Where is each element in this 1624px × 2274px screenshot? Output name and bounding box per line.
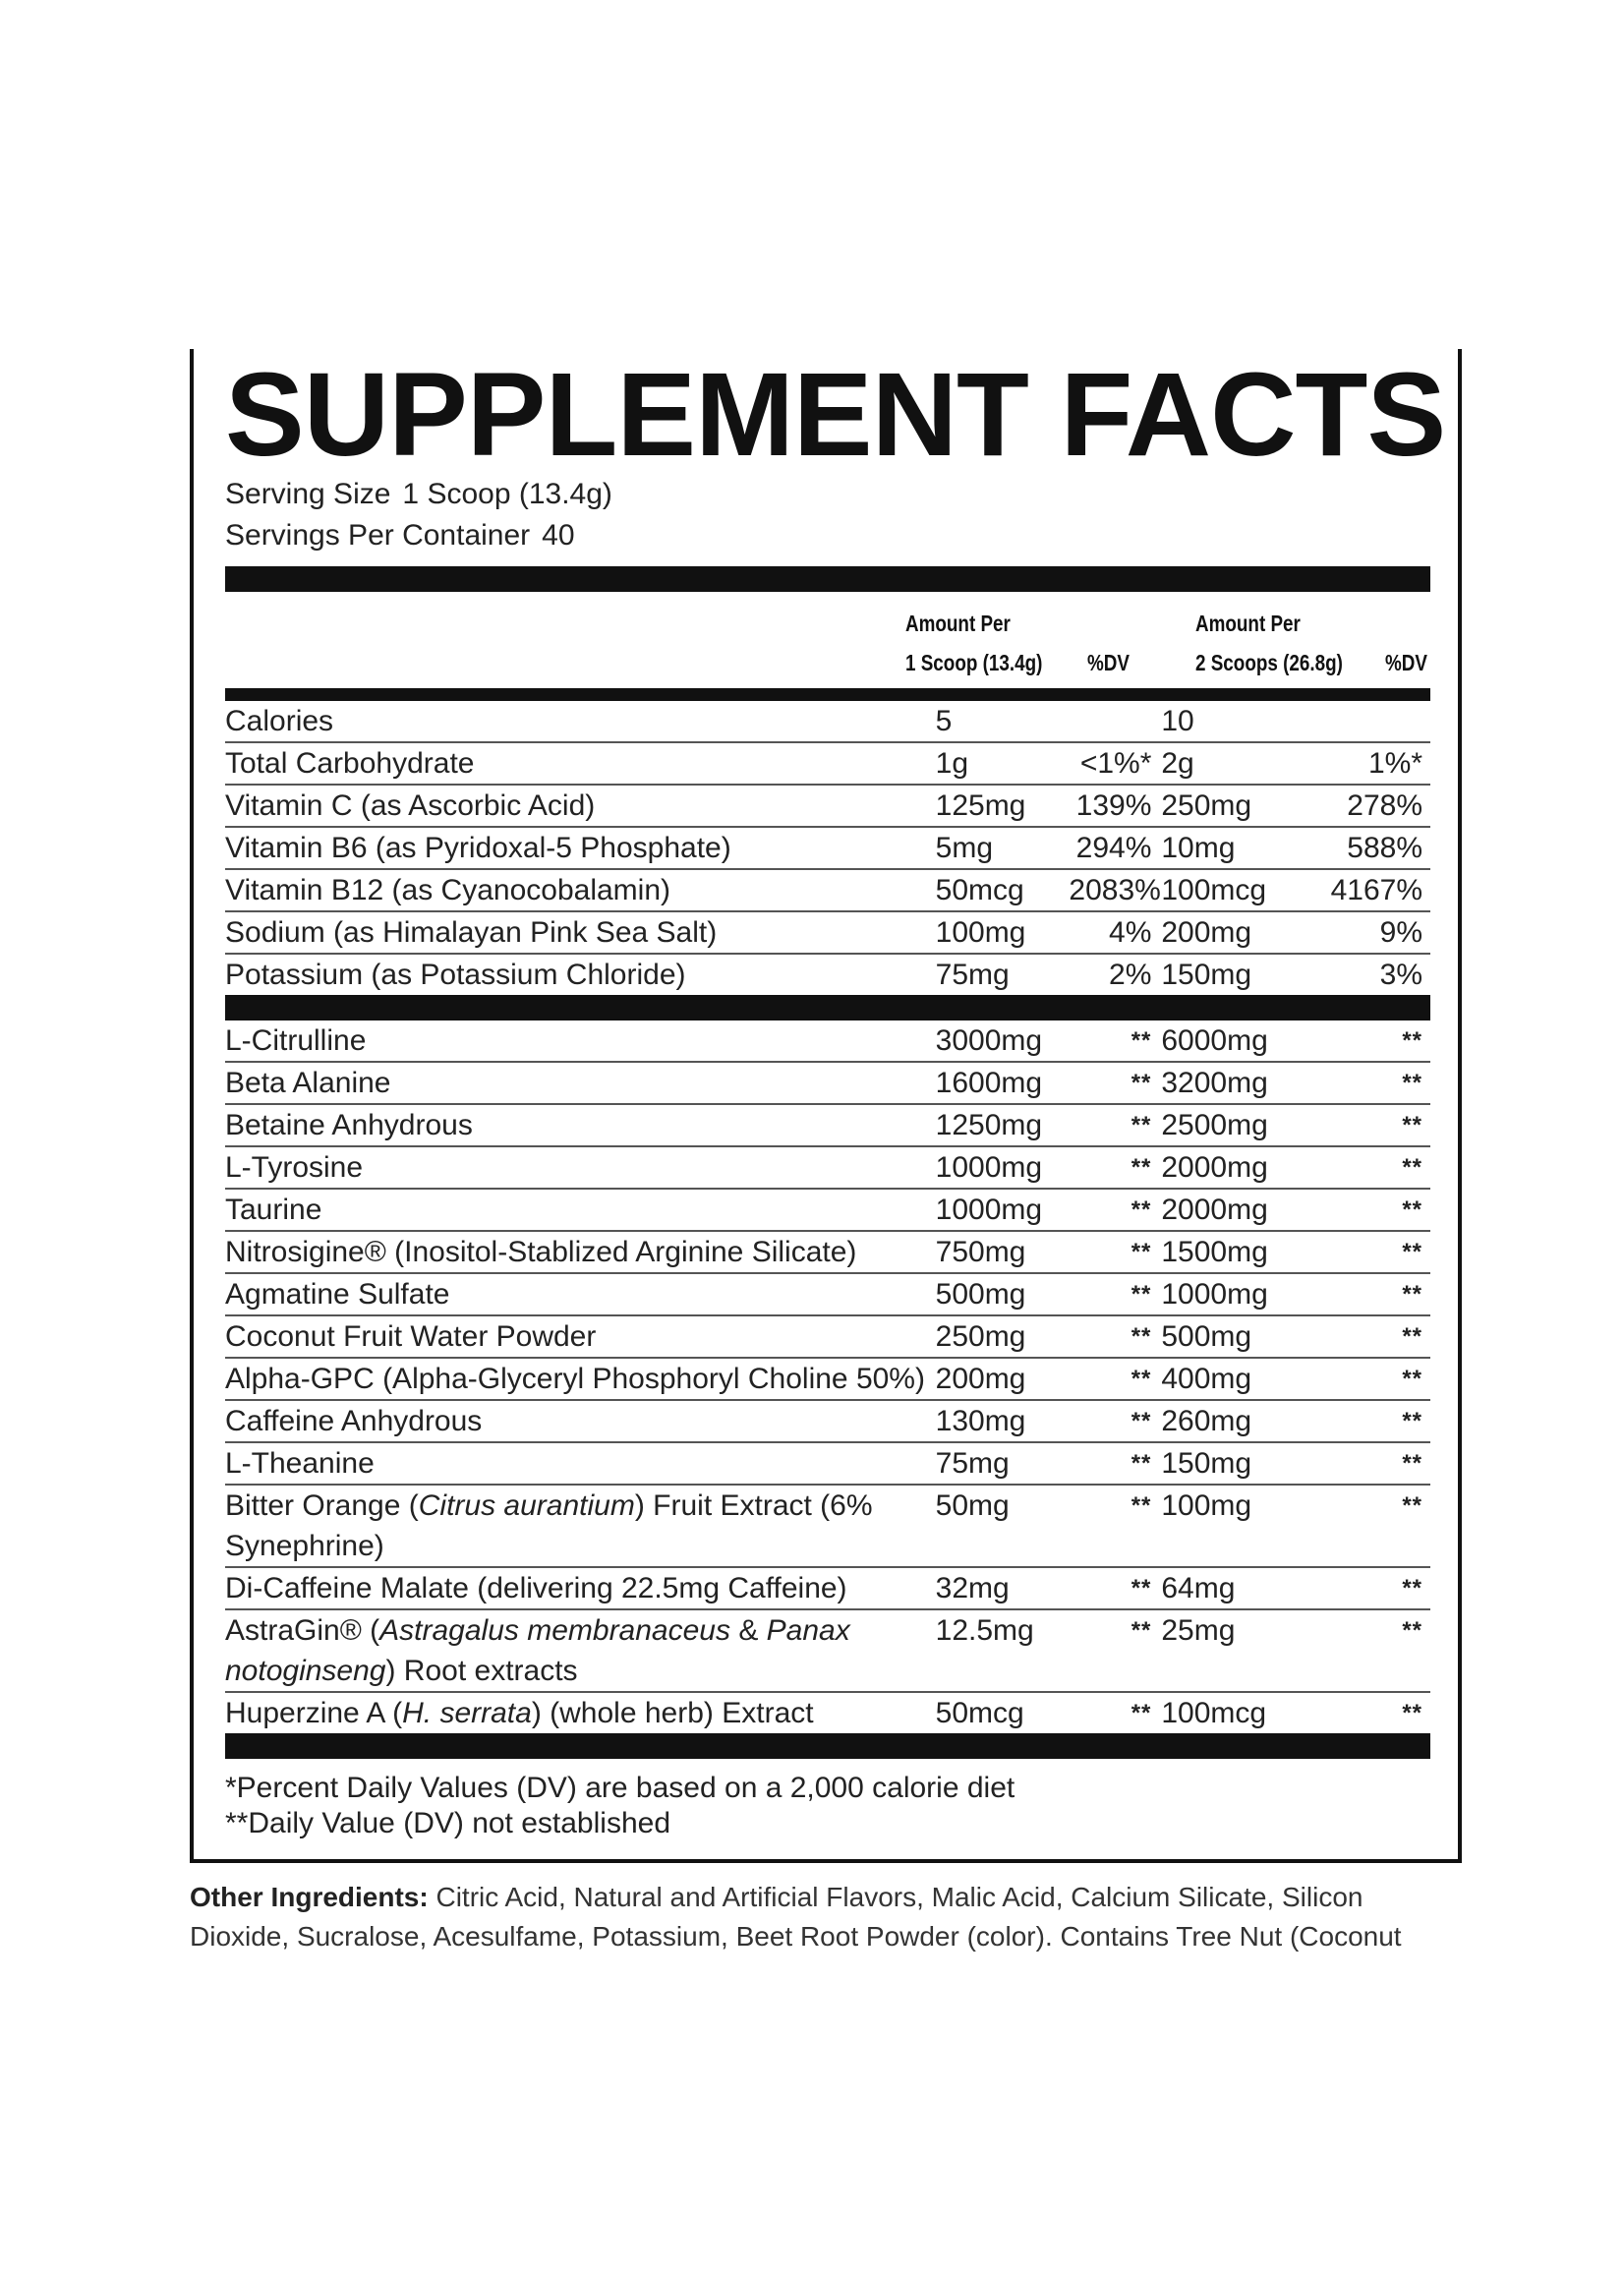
dv-per-2-scoops: ** — [1325, 1485, 1430, 1567]
amount-per-2-scoops: 3200mg — [1161, 1062, 1325, 1104]
dv-per-1-scoop: ** — [1069, 1273, 1161, 1315]
table-row — [225, 827, 1430, 869]
dv-per-2-scoops: ** — [1325, 1062, 1430, 1104]
amount-per-2-scoops: 2000mg — [1161, 1146, 1325, 1189]
dv-per-2-scoops: 9% — [1325, 911, 1430, 954]
dv-per-1-scoop: ** — [1069, 1189, 1161, 1231]
servings-per-container — [225, 515, 1430, 556]
amount-per-2-scoops: 400mg — [1161, 1358, 1325, 1400]
dv-per-2-scoops: 1%* — [1325, 742, 1430, 785]
ingredient-name: L-Tyrosine — [225, 1146, 936, 1189]
dv-per-1-scoop: ** — [1069, 1358, 1161, 1400]
amount-per-1-scoop: 3000mg — [936, 1020, 1070, 1062]
ingredient-name: Caffeine Anhydrous — [225, 1400, 936, 1442]
ingredient-name: Beta Alanine — [225, 1062, 936, 1104]
dv-per-1-scoop: ** — [1069, 1231, 1161, 1273]
amount-per-2-scoops: 100mg — [1161, 1485, 1325, 1567]
table-row — [225, 785, 1430, 827]
amount-per-2-scoops: 1500mg — [1161, 1231, 1325, 1273]
amount-per-1-scoop: 32mg — [936, 1567, 1070, 1609]
table-row — [225, 954, 1430, 995]
amount-per-1-scoop: 1000mg — [936, 1146, 1070, 1189]
divider-thick-middle — [225, 995, 1430, 1020]
amount-per-1-scoop: 125mg — [936, 785, 1070, 827]
amount-per-2-scoops: 25mg — [1161, 1609, 1325, 1692]
col2-header-line1: Amount Per — [1195, 611, 1301, 636]
amount-per-2-scoops: 64mg — [1161, 1567, 1325, 1609]
amount-per-1-scoop: 750mg — [936, 1231, 1070, 1273]
serving-size-label: Serving Size — [225, 478, 391, 510]
column-header — [225, 592, 1430, 688]
amount-per-2-scoops: 6000mg — [1161, 1020, 1325, 1062]
table-row — [225, 1400, 1430, 1442]
dv-per-2-scoops: ** — [1325, 1104, 1430, 1146]
dv-per-1-scoop: ** — [1069, 1315, 1161, 1358]
amount-per-2-scoops: 260mg — [1161, 1400, 1325, 1442]
amount-per-1-scoop: 500mg — [936, 1273, 1070, 1315]
dv-per-1-scoop: 294% — [1069, 827, 1161, 869]
amount-per-1-scoop: 50mcg — [935, 1697, 1024, 1729]
ingredient-name: Vitamin B12 (as Cyanocobalamin) — [225, 869, 936, 911]
table-row — [225, 1273, 1430, 1315]
dv-per-1-scoop: ** — [1069, 1485, 1161, 1567]
amount-per-1-scoop: 1000mg — [936, 1189, 1070, 1231]
serving-size-value: 1 Scoop (13.4g) — [402, 478, 612, 510]
amount-per-1-scoop: 130mg — [936, 1400, 1070, 1442]
amount-per-1-scoop: 5mg — [936, 827, 1070, 869]
servings-label: Servings Per Container — [225, 519, 531, 552]
dv-per-2-scoops: ** — [1325, 1442, 1430, 1485]
ingredients-body — [225, 1020, 1430, 1733]
servings-value: 40 — [542, 519, 575, 552]
amount-per-1-scoop: 200mg — [936, 1358, 1070, 1400]
ingredient-name: L-Theanine — [225, 1442, 936, 1485]
amount-per-2-scoops: 10 — [1161, 701, 1325, 742]
divider-header — [225, 688, 1430, 701]
dv-per-1-scoop: ** — [1069, 1020, 1161, 1062]
ingredient-name: Sodium (as Himalayan Pink Sea Salt) — [225, 911, 936, 954]
amount-per-2-scoops: 100mcg — [1161, 869, 1325, 911]
panel-title: SUPPLEMENT FACTS — [225, 347, 1446, 481]
table-row — [225, 1609, 1430, 1692]
ingredient-name — [225, 1692, 936, 1733]
ingredient-name: Agmatine Sulfate — [225, 1273, 936, 1315]
table-row — [225, 1104, 1430, 1146]
name-part: AstraGin® ( — [225, 1614, 380, 1647]
amount-per-2-scoops: 2500mg — [1161, 1104, 1325, 1146]
ingredient-name: Taurine — [225, 1189, 936, 1231]
divider-thick-bottom — [225, 1733, 1430, 1759]
table-row — [225, 1062, 1430, 1104]
amount-per-1-scoop: 75mg — [936, 1442, 1070, 1485]
dv-per-2-scoops: 3% — [1379, 959, 1422, 991]
ingredient-name: Vitamin C (as Ascorbic Acid) — [225, 785, 936, 827]
dv-per-2-scoops — [1325, 701, 1430, 742]
dv-per-1-scoop: 2% — [1109, 959, 1152, 991]
dv-per-2-scoops: ** — [1325, 1358, 1430, 1400]
table-row — [225, 742, 1430, 785]
footnote-dv-not-established: **Daily Value (DV) not established — [225, 1807, 671, 1839]
dv-per-2-scoops: ** — [1325, 1020, 1430, 1062]
name-italic: H. serrata — [402, 1697, 532, 1729]
footnote-dv-basis: *Percent Daily Values (DV) are based on a 2,000 calorie diet — [225, 1772, 1015, 1804]
other-ingredients-label: Other Ingredients: — [190, 1882, 429, 1912]
ingredient-name: Alpha-GPC (Alpha-Glyceryl Phosphoryl Choline 50%) — [225, 1358, 936, 1400]
amount-per-2-scoops: 200mg — [1161, 911, 1325, 954]
table-row — [225, 911, 1430, 954]
table-row — [225, 1358, 1430, 1400]
amount-per-1-scoop: 5 — [936, 701, 1070, 742]
amount-per-2-scoops: 250mg — [1161, 785, 1325, 827]
name-italic: Panax notoginseng — [225, 1614, 850, 1687]
col1-header-line1: Amount Per — [905, 611, 1011, 636]
ingredients-table — [225, 1020, 1430, 1733]
ingredient-name: Calories — [225, 701, 936, 742]
table-row — [225, 1567, 1430, 1609]
dv-per-2-scoops: ** — [1325, 1400, 1430, 1442]
col1-header-line2: 1 Scoop (13.4g) — [905, 650, 1043, 675]
dv-per-2-scoops: ** — [1325, 1567, 1430, 1609]
table-row — [225, 1146, 1430, 1189]
dv-per-1-scoop: ** — [1069, 1400, 1161, 1442]
nutrients-table — [225, 701, 1430, 995]
name-part: Bitter Orange ( — [225, 1489, 419, 1522]
amount-per-2-scoops: 2000mg — [1161, 1189, 1325, 1231]
dv-per-1-scoop: 4% — [1069, 911, 1161, 954]
amount-per-1-scoop: 12.5mg — [936, 1609, 1070, 1692]
name-part: ) (whole herb) Extract — [531, 1697, 814, 1729]
ingredient-name: L-Citrulline — [225, 1020, 936, 1062]
col1-dv-header: %DV — [1087, 650, 1130, 675]
ingredient-name: Nitrosigine® (Inositol-Stablized Arginine Silicate) — [225, 1231, 936, 1273]
dv-per-2-scoops: ** — [1325, 1189, 1430, 1231]
ingredient-name: Potassium (as Potassium Chloride) — [225, 959, 686, 991]
amount-per-2-scoops: 150mg — [1161, 959, 1252, 991]
dv-per-2-scoops: 588% — [1325, 827, 1430, 869]
amount-per-2-scoops: 150mg — [1161, 1442, 1325, 1485]
name-italic: Citrus aurantium — [418, 1489, 635, 1522]
name-part: Huperzine A ( — [225, 1697, 403, 1729]
table-row — [225, 1231, 1430, 1273]
ingredient-name: Coconut Fruit Water Powder — [225, 1315, 936, 1358]
name-part: ) Root extracts — [385, 1655, 578, 1687]
dv-per-1-scoop: <1%* — [1069, 742, 1161, 785]
dv-per-1-scoop — [1069, 701, 1161, 742]
ingredient-name: Betaine Anhydrous — [225, 1104, 936, 1146]
dv-per-2-scoops: ** — [1325, 1315, 1430, 1358]
amount-per-1-scoop: 100mg — [936, 911, 1070, 954]
table-row — [225, 1189, 1430, 1231]
dv-per-1-scoop: ** — [1069, 1442, 1161, 1485]
dv-per-2-scoops: ** — [1325, 1609, 1430, 1692]
col2-dv-header: %DV — [1385, 650, 1427, 675]
dv-per-2-scoops: ** — [1325, 1146, 1430, 1189]
dv-per-1-scoop: ** — [1069, 1146, 1161, 1189]
amount-per-2-scoops: 1000mg — [1161, 1273, 1325, 1315]
amount-per-1-scoop: 1250mg — [936, 1104, 1070, 1146]
amount-per-1-scoop: 250mg — [936, 1315, 1070, 1358]
table-row — [225, 1692, 1430, 1733]
amount-per-1-scoop: 50mcg — [936, 869, 1070, 911]
dv-per-2-scoops: ** — [1402, 1700, 1422, 1726]
table-row — [225, 1485, 1430, 1567]
name-part: & — [729, 1614, 767, 1647]
dv-per-1-scoop: ** — [1069, 1062, 1161, 1104]
other-ingredients — [190, 1878, 1468, 1956]
amount-per-1-scoop: 75mg — [935, 959, 1010, 991]
dv-per-1-scoop: ** — [1069, 1567, 1161, 1609]
table-row — [225, 1442, 1430, 1485]
ingredient-name — [225, 1609, 936, 1692]
dv-per-1-scoop: ** — [1069, 1609, 1161, 1692]
amount-per-2-scoops: 500mg — [1161, 1315, 1325, 1358]
dv-per-2-scoops: ** — [1325, 1231, 1430, 1273]
divider-thick-top — [225, 566, 1430, 592]
ingredient-name: Di-Caffeine Malate (delivering 22.5mg Caffeine) — [225, 1567, 936, 1609]
dv-per-2-scoops: 4167% — [1325, 869, 1430, 911]
other-ingredients-text: Citric Acid, Natural and Artificial Flavors, Malic Acid, Calcium Silicate, Silicon Dioxide, Sucralose, Acesulfame, Potassium, Beet Root Powder (color). Contains Tree Nut (Coconut — [190, 1882, 1402, 1952]
dv-per-1-scoop: ** — [1131, 1700, 1152, 1726]
amount-per-1-scoop: 1g — [936, 742, 1070, 785]
footnotes — [225, 1771, 1430, 1841]
panel-inner — [225, 347, 1446, 1841]
ingredient-name: Vitamin B6 (as Pyridoxal-5 Phosphate) — [225, 827, 936, 869]
supplement-facts-panel — [190, 349, 1462, 1863]
dv-per-1-scoop: 2083% — [1069, 869, 1161, 911]
dv-per-2-scoops: 278% — [1325, 785, 1430, 827]
amount-per-2-scoops: 2g — [1161, 742, 1325, 785]
dv-per-1-scoop: 139% — [1069, 785, 1161, 827]
amount-per-2-scoops: 10mg — [1161, 827, 1325, 869]
dv-per-2-scoops: ** — [1325, 1273, 1430, 1315]
table-row — [225, 1315, 1430, 1358]
table-row — [225, 869, 1430, 911]
name-part: ) Fruit Extract (6% Synephrine) — [225, 1489, 873, 1562]
nutrients-body — [225, 701, 1430, 995]
name-italic: Astragalus membranaceus — [379, 1614, 730, 1647]
amount-per-1-scoop: 1600mg — [936, 1062, 1070, 1104]
amount-per-2-scoops: 100mcg — [1161, 1697, 1267, 1729]
dv-per-1-scoop: ** — [1069, 1104, 1161, 1146]
table-row — [225, 1020, 1430, 1062]
ingredient-name: Total Carbohydrate — [225, 742, 936, 785]
amount-per-1-scoop: 50mg — [936, 1485, 1070, 1567]
col2-header-line2: 2 Scoops (26.8g) — [1195, 650, 1343, 675]
ingredient-name — [225, 1485, 936, 1567]
table-row — [225, 701, 1430, 742]
